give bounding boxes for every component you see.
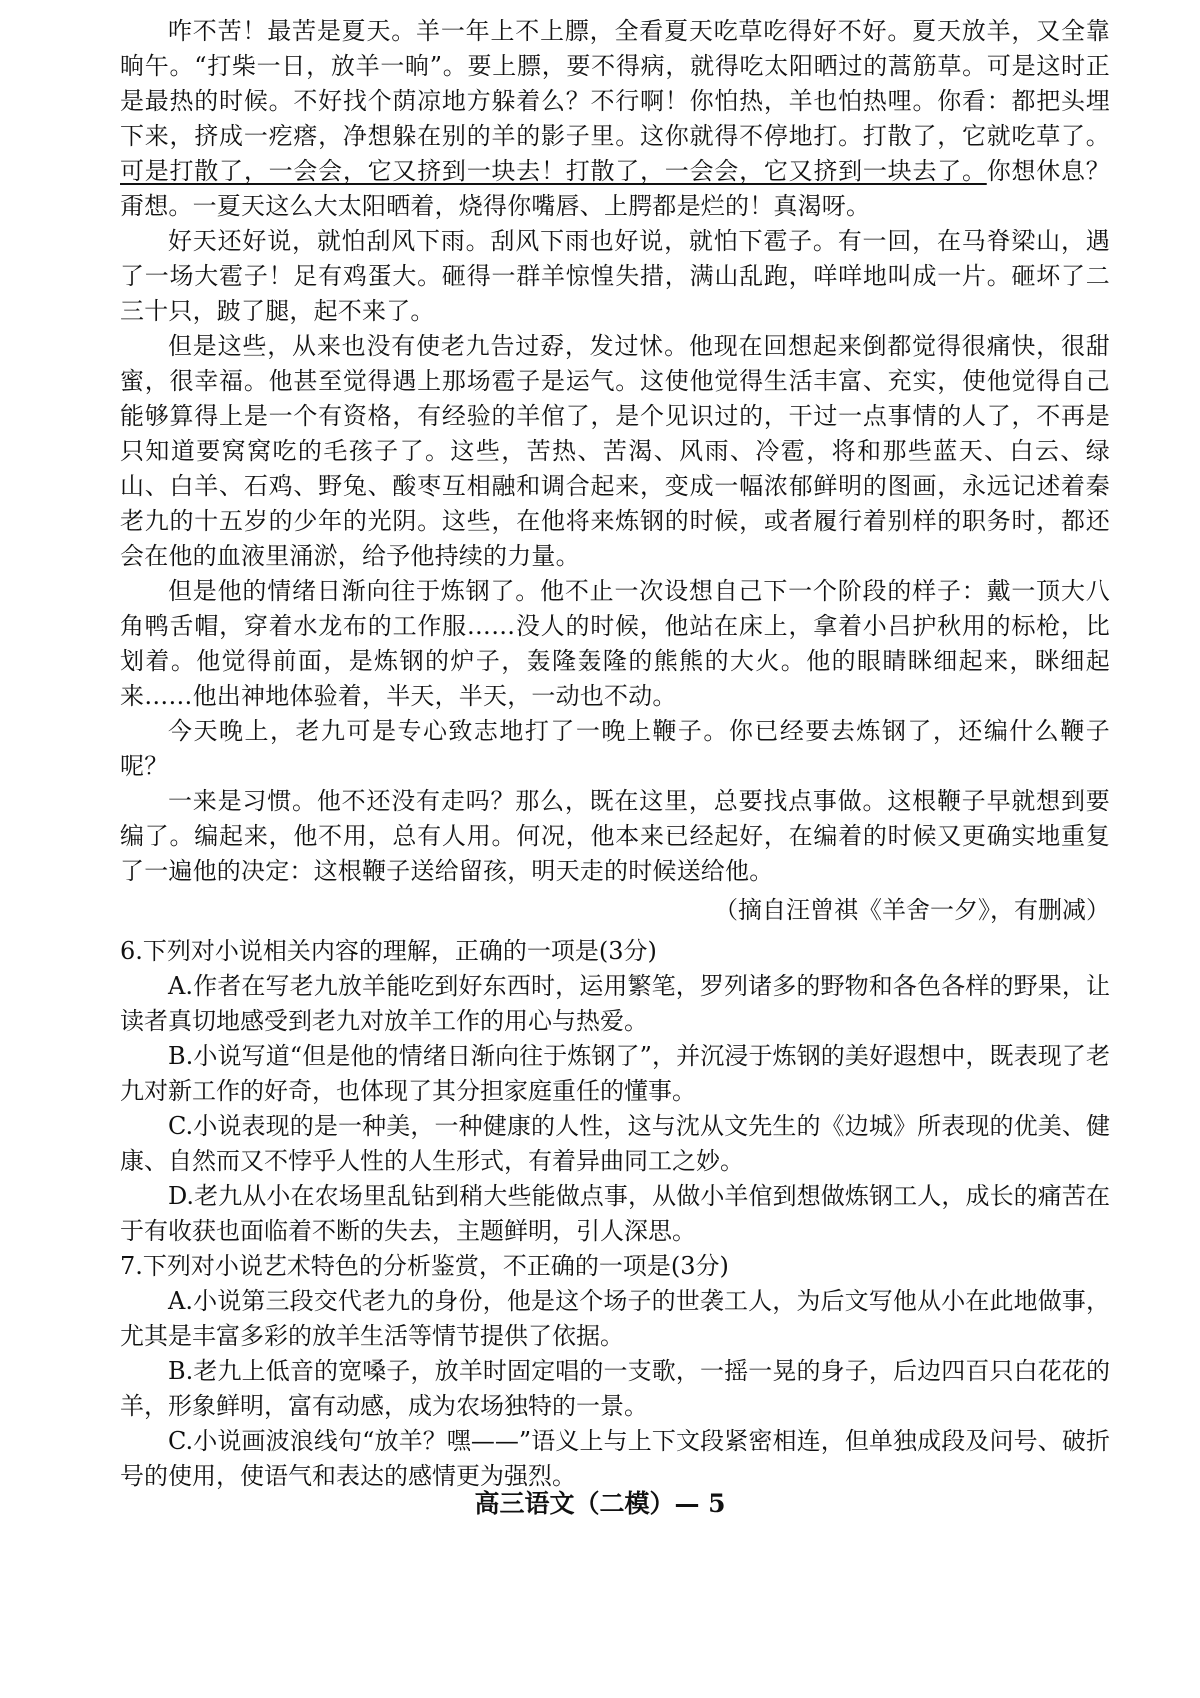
page-footer: 高三语文（二模）— 5: [474, 1489, 726, 1518]
underlined-sentence: 可是打散了，一会会，它又挤到一块去！打散了，一会会，它又挤到一块去了。: [120, 157, 987, 185]
question-stem: 7.下列对小说艺术特色的分析鉴赏，不正确的一项是(3分): [120, 1252, 729, 1280]
question-option: D.老九从小在农场里乱钻到稍大些能做点事，从做小羊倌到想做炼钢工人，成长的痛苦在于有收获也面临着不断的失去，主题鲜明，引人深思。: [120, 1182, 1110, 1245]
passage-paragraph-3: 但是这些，从来也没有使老九告过孬，发过怵。他现在回想起来倒都觉得很痛快，很甜蜜，很幸福。他甚至觉得遇上那场雹子是运气。这使他觉得生活丰富、充实，使他觉得自己能够算得上是一个有资格，有经验的羊倌了，是个见识过的，干过一点事情的人了，不再是只知道要窝窝吃的毛孩子了。这些，苦热、苦渴、风雨、冷雹，将和那些蓝天、白云、绿山、白羊、石鸡、野兔、酸枣互相融和调合起来，变成一幅浓郁鲜明的图画，永远记述着秦老九的十五岁的少年的光阴。这些，在他将来炼钢的时候，或者履行着别样的职务时，都还会在他的血液里涌淤，给予他持续的力量。: [120, 332, 1110, 570]
paragraph-1-text-end: 你想休息？甭想。一夏天这么大太阳晒着，烧得你嘴唇、上腭都是烂的！真渴呀。: [120, 157, 1111, 220]
passage-paragraph-1: [120, 14, 1110, 224]
passage-paragraph-4: 但是他的情绪日渐向往于炼钢了。他不止一次设想自己下一个阶段的样子：戴一顶大八角鸭舌帽，穿着水龙布的工作服……没人的时候，他站在床上，拿着小吕护秋用的标枪，比划着。他觉得前面，是炼钢的炉子，轰隆轰隆的熊熊的大火。他的眼睛眯细起来，眯细起来……他出神地体验着，半天，半天，一动也不动。: [120, 577, 1110, 710]
passage-paragraph-5: 今天晚上，老九可是专心致志地打了一晚上鞭子。你已经要去炼钢了，还编什么鞭子呢？: [120, 717, 1110, 780]
passage-paragraph-6: 一来是习惯。他不还没有走吗？那么，既在这里，总要找点事做。这根鞭子早就想到要编了。编起来，他不用，总有人用。何况，他本来已经起好，在编着的时候又更确实地重复了一遍他的决定：这根鞭子送给留孩，明天走的时候送给他。: [120, 787, 1110, 885]
page-content: [120, 14, 1110, 1494]
passage-paragraph-2: 好天还好说，就怕刮风下雨。刮风下雨也好说，就怕下雹子。有一回，在马脊梁山，遇了一场大雹子！足有鸡蛋大。砸得一群羊惊惶失措，满山乱跑，咩咩地叫成一片。砸坏了二三十只，跛了腿，起不来了。: [120, 227, 1110, 325]
question-6: [120, 934, 1110, 1249]
question-7: [120, 1249, 1110, 1494]
question-option: B.小说写道“但是他的情绪日渐向往于炼钢了”，并沉浸于炼钢的美好遐想中，既表现了老九对新工作的好奇，也体现了其分担家庭重任的懂事。: [120, 1042, 1110, 1105]
question-option: A.作者在写老九放羊能吃到好东西时，运用繁笔，罗列诸多的野物和各色各样的野果，让读者真切地感受到老九对放羊工作的用心与热爱。: [120, 972, 1110, 1035]
paragraph-1-text: 咋不苦！最苦是夏天。羊一年上不上膘，全看夏天吃草吃得好不好。夏天放羊，又全靠晌午。“打柴一日，放羊一晌”。要上膘，要不得病，就得吃太阳晒过的蒿筋草。可是这时正是最热的时候。不好找个荫凉地方躲着么？不行啊！你怕热，羊也怕热哩。你看：都把头埋下来，挤成一疙瘩，净想躲在别的羊的影子里。这你就得不停地打。打散了，它就吃草了。: [120, 17, 1110, 150]
question-stem: 6.下列对小说相关内容的理解，正确的一项是(3分): [120, 937, 657, 965]
question-option: A.小说第三段交代老九的身份，他是这个场子的世袭工人，为后文写他从小在此地做事，尤其是丰富多彩的放羊生活等情节提供了依据。: [120, 1287, 1110, 1350]
passage-source: （摘自汪曾祺《羊舍一夕》，有删减）: [714, 896, 1110, 924]
question-option: C.小说画波浪线句“放羊？嘿——”语义上与上下文段紧密相连，但单独成段及问号、破折号的使用，使语气和表达的感情更为强烈。: [120, 1427, 1110, 1490]
question-option: B.老九上低音的宽嗓子，放羊时固定唱的一支歌，一摇一晃的身子，后边四百只白花花的羊，形象鲜明，富有动感，成为农场独特的一景。: [120, 1357, 1110, 1420]
question-option: C.小说表现的是一种美，一种健康的人性，这与沈从文先生的《边城》所表现的优美、健康、自然而又不悖乎人性的人生形式，有着异曲同工之妙。: [120, 1112, 1110, 1175]
